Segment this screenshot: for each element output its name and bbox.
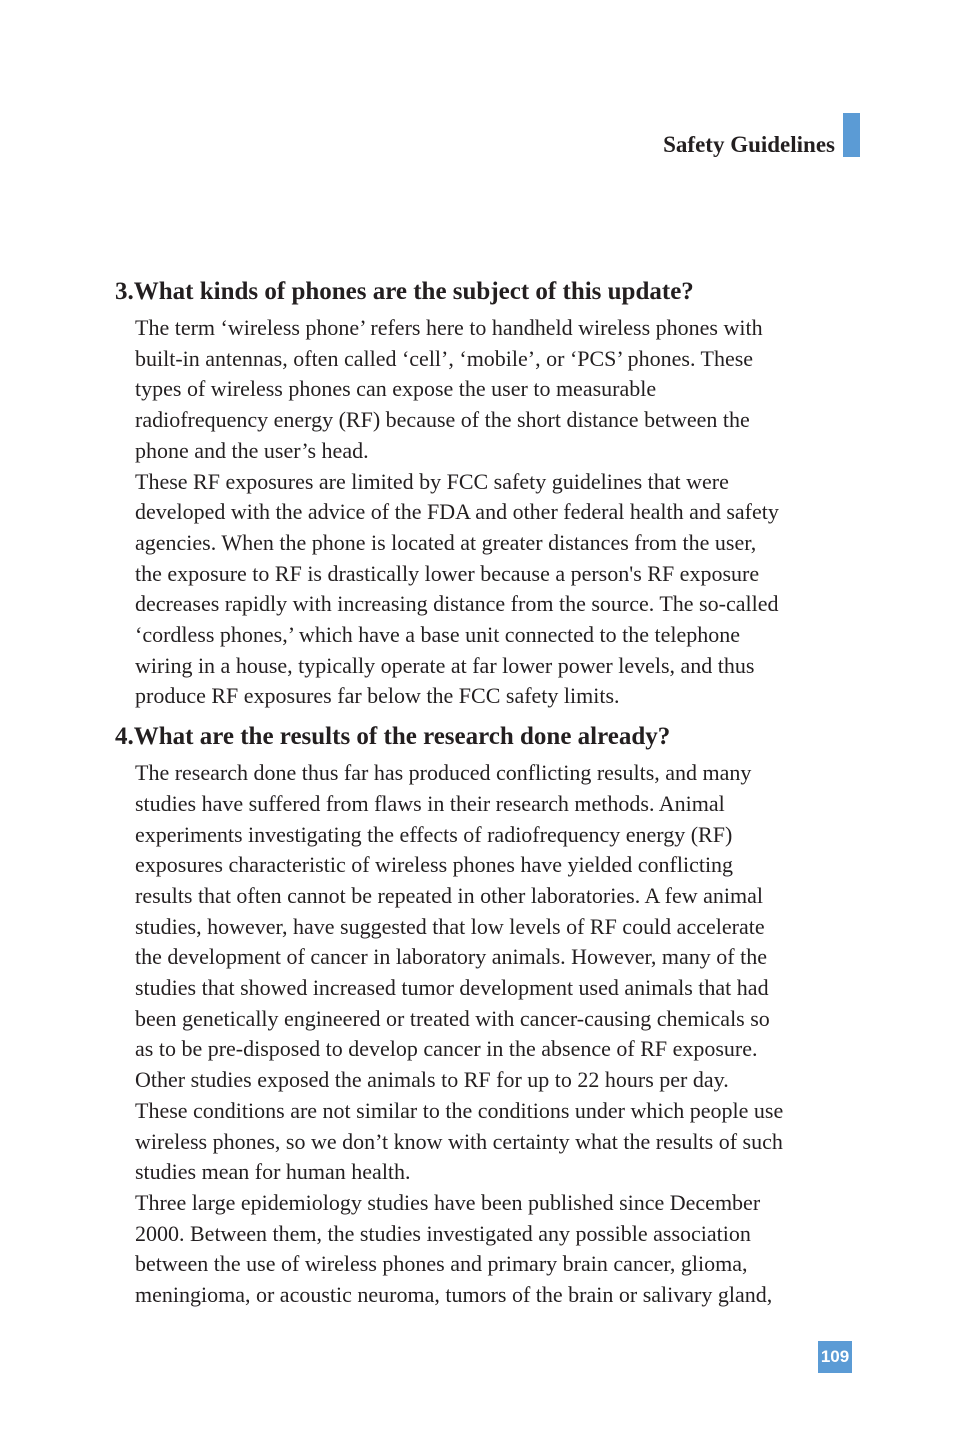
header-accent-bar	[843, 113, 860, 157]
paragraph: The research done thus far has produced conflicting results, and many studies have suffered from flaws in their research methods. Animal experiments investigating the effects of radiofrequency energy (RF) exposures characteristic of wireless phones have yielded conflicting results that often cannot be repeated in other laboratories. A few animal studies, however, have suggested that low levels of RF could accelerate the development of cancer in laboratory animals. However, many of the studies that showed increased tumor development used animals that had been genetically engineered or treated with cancer-causing chemicals so as to be pre-disposed to develop cancer in the absence of RF exposure. Other studies exposed the animals to RF for up to 22 hours per day. These conditions are not similar to the conditions under which people use wireless phones, so we don’t know with certainty what the results of such studies mean for human health.	[135, 760, 784, 1185]
section-research-results	[115, 720, 875, 1311]
section-phone-types	[115, 275, 875, 712]
paragraph: These RF exposures are limited by FCC safety guidelines that were developed with the advice of the FDA and other federal health and safety agencies. When the phone is located at greater distances from the user, the exposure to RF is drastically lower because a person's RF exposure decreases rapidly with increasing distance from the source. The so-called ‘cordless phones,’ which have a base unit connected to the telephone wiring in a house, typically operate at far lower power levels, and thus produce RF exposures far below the FCC safety limits.	[135, 468, 779, 709]
page-content	[115, 275, 875, 1311]
running-header	[663, 113, 860, 157]
section-heading: 4.What are the results of the research done already?	[115, 723, 671, 751]
header-title: Safety Guidelines	[663, 132, 835, 157]
page-number: 109	[818, 1341, 852, 1373]
paragraph: The term ‘wireless phone’ refers here to handheld wireless phones with built-in antennas, often called ‘cell’, ‘mobile’, or ‘PCS’ phones. These types of wireless phones can expose the user to measurable radiofrequency energy (RF) because of the short distance between the phone and the user’s head.	[135, 315, 763, 463]
paragraph: Three large epidemiology studies have been published since December 2000. Between them, the studies investigated any possible association between the use of wireless phones and primary brain cancer, glioma, meningioma, or acoustic neuroma, tumors of the brain or salivary gland,	[135, 1189, 773, 1308]
section-heading: 3.What kinds of phones are the subject of this update?	[115, 278, 694, 305]
